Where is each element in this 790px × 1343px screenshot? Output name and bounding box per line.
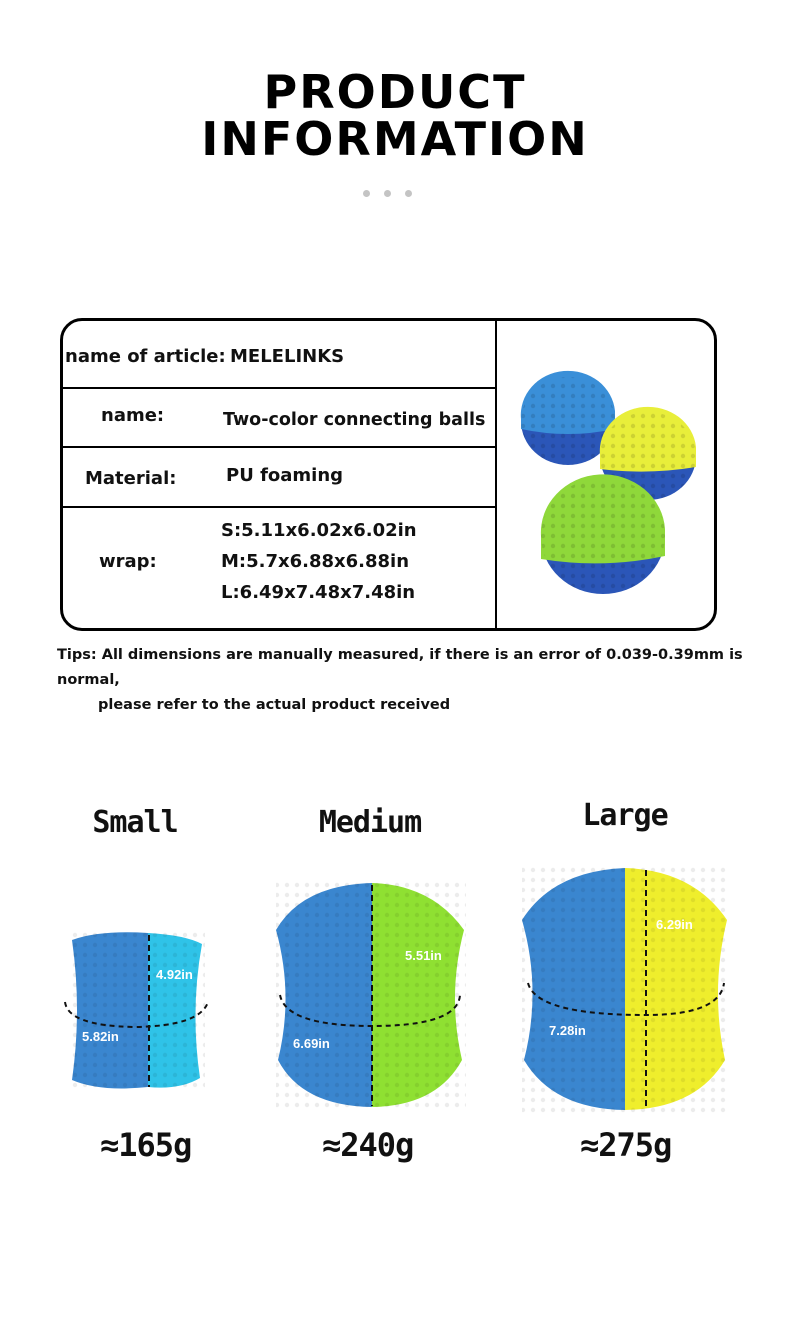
green-ball-image	[541, 474, 665, 594]
dot-icon	[384, 190, 391, 197]
table-divider	[63, 506, 495, 508]
weight-large: ≈275g	[580, 1126, 672, 1164]
product-photo	[508, 371, 708, 601]
dot-icon	[363, 190, 370, 197]
weight-small: ≈165g	[100, 1126, 192, 1164]
table-divider	[63, 446, 495, 448]
circumference-label-small: 5.82in	[82, 1029, 119, 1044]
page-title-line2: INFORMATION	[201, 112, 589, 166]
height-label-large: 6.29in	[656, 917, 693, 932]
height-label-medium: 5.51in	[405, 948, 442, 963]
size-label-medium: Medium	[318, 805, 422, 840]
circumference-label-medium: 6.69in	[293, 1036, 330, 1051]
size-label-large: Large	[582, 798, 668, 833]
size-label-small: Small	[92, 805, 178, 840]
page-title-line1: PRODUCT	[263, 65, 527, 119]
value-material: PU foaming	[226, 465, 344, 486]
value-name-of-article: MELELINKS	[230, 346, 345, 367]
table-divider	[63, 387, 495, 389]
wrap-size-medium: M:5.7x6.88x6.88in	[221, 551, 410, 572]
tips-line1: Tips: All dimensions are manually measured, if there is an error of 0.039-0.39mm is normal,	[57, 647, 743, 688]
dot-icon	[405, 190, 412, 197]
ball-small	[60, 930, 215, 1090]
label-name-of-article: name of article:	[65, 346, 226, 367]
value-name: Two-color connecting balls	[223, 410, 486, 430]
decorative-dots	[360, 190, 420, 200]
weight-medium: ≈240g	[322, 1126, 414, 1164]
ball-large	[518, 865, 730, 1113]
label-wrap: wrap:	[99, 551, 157, 572]
table-divider-vertical	[495, 321, 497, 628]
height-label-small: 4.92in	[156, 967, 193, 982]
tips-line2: please refer to the actual product received	[98, 697, 451, 713]
label-name: name:	[101, 405, 165, 426]
circumference-label-large: 7.28in	[549, 1023, 586, 1038]
product-info-table	[60, 318, 717, 631]
value-wrap	[221, 520, 417, 613]
wrap-size-large: L:6.49x7.48x7.48in	[221, 582, 416, 603]
label-material: Material:	[85, 468, 177, 489]
ball-medium	[272, 880, 467, 1110]
wrap-size-small: S:5.11x6.02x6.02in	[221, 520, 417, 541]
tips-note	[57, 643, 757, 718]
